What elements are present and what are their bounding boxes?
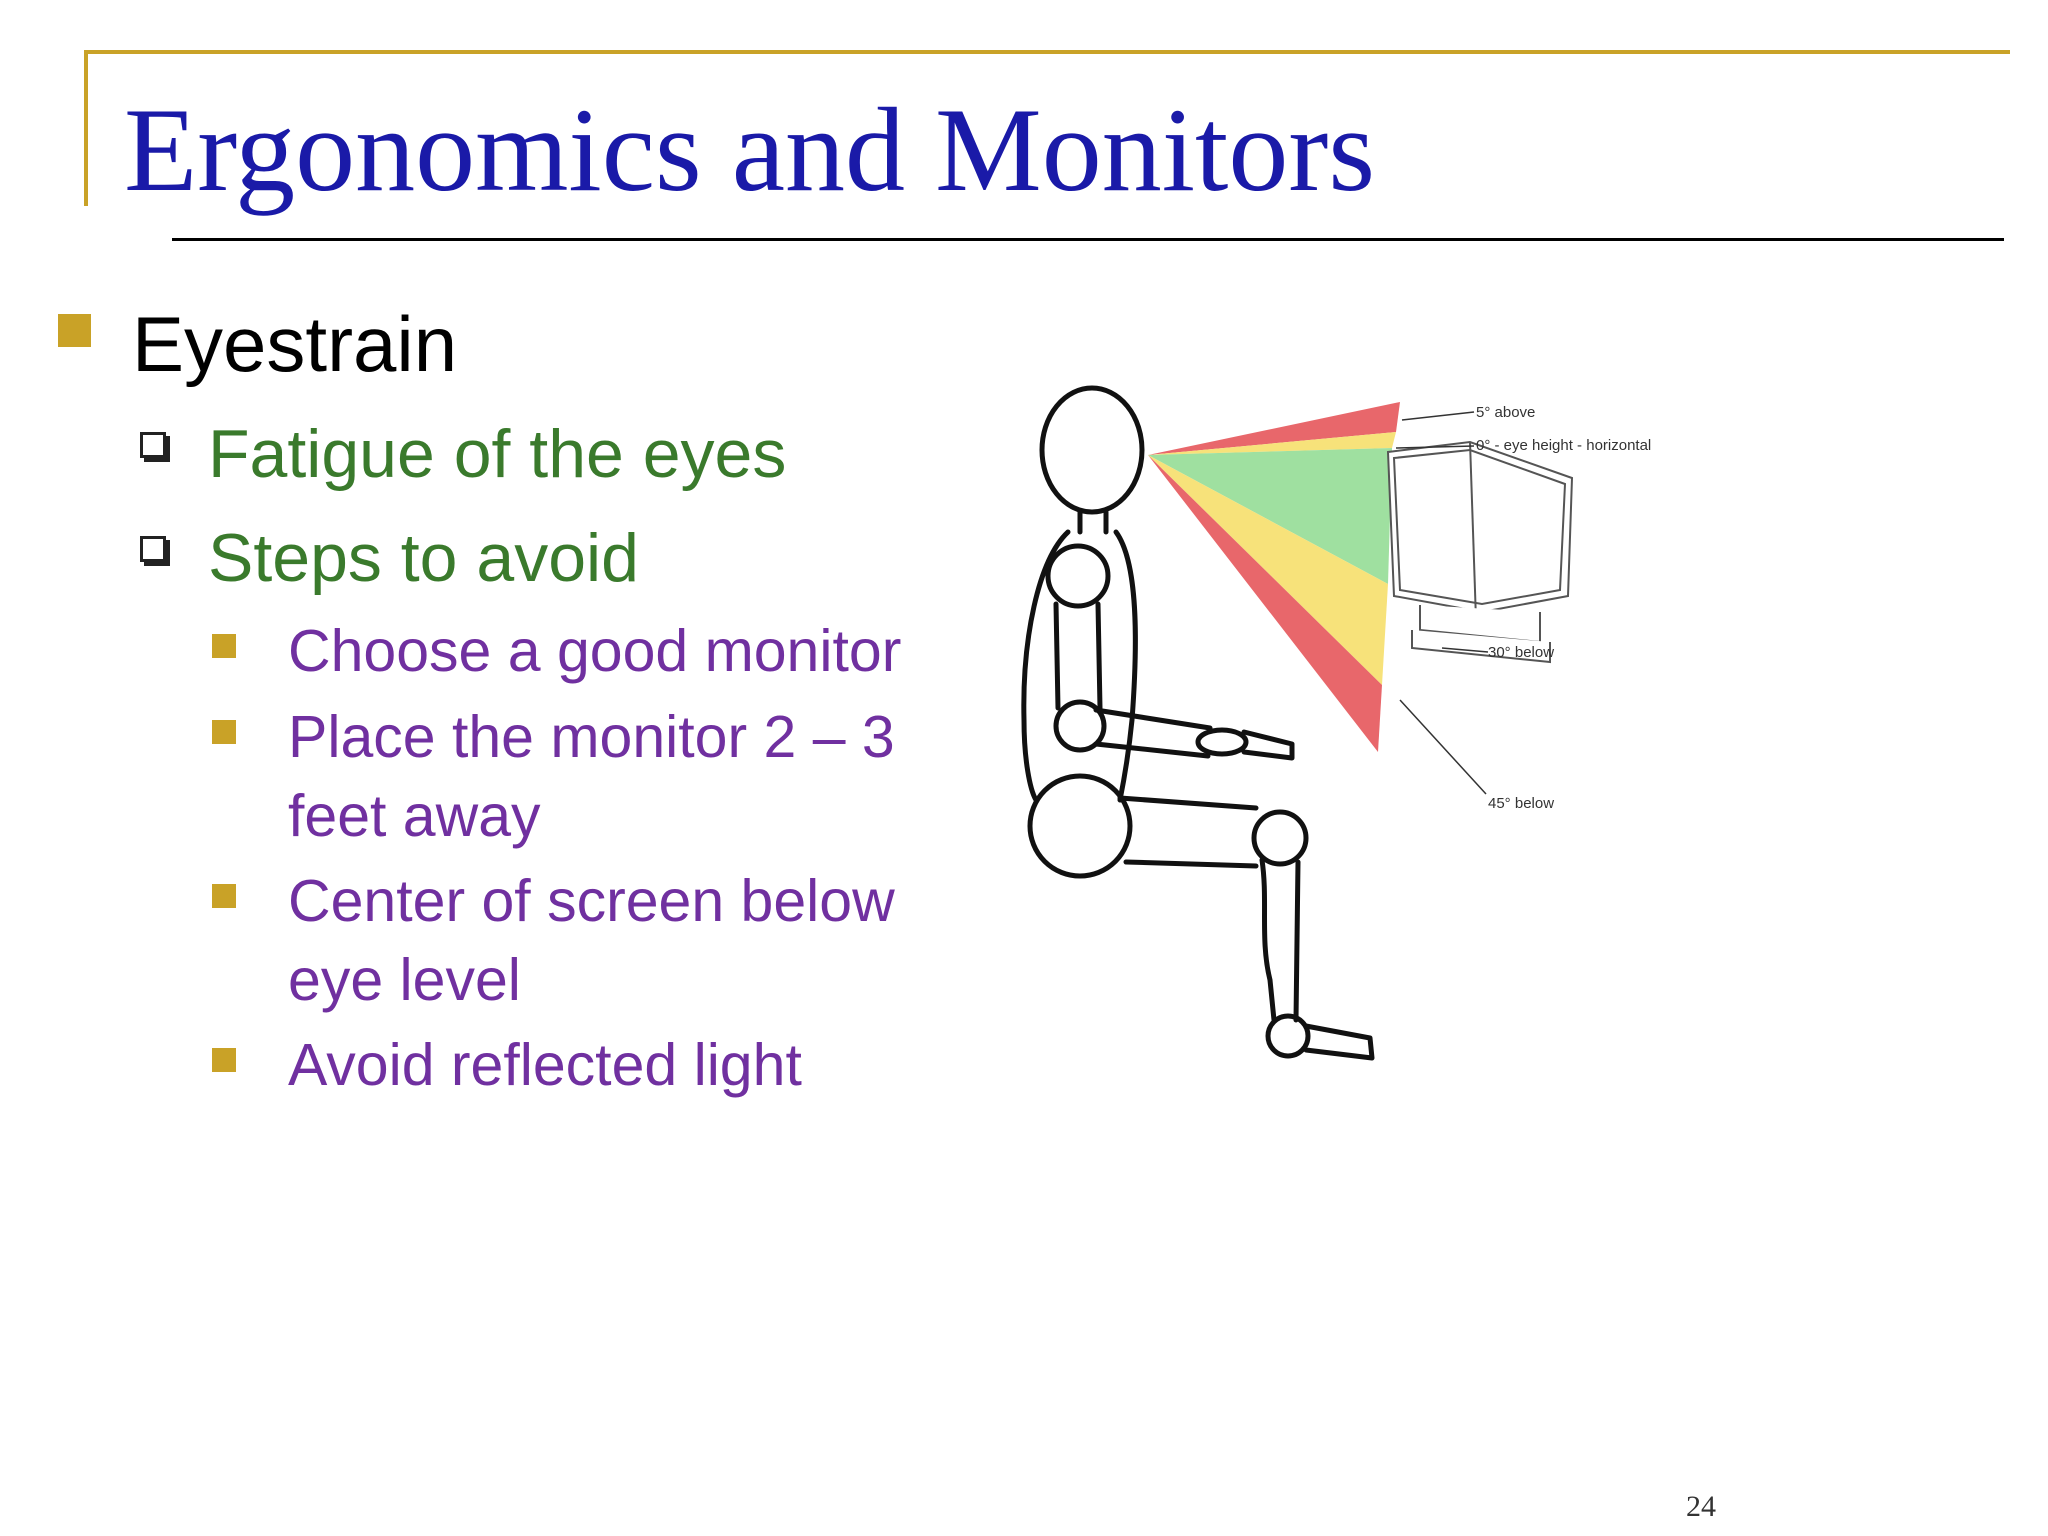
label-45-below: 45° below	[1488, 795, 1555, 812]
bullet-reflected-light: Avoid reflected light	[288, 1032, 802, 1098]
title-frame-left-border	[84, 50, 88, 206]
label-30-below: 30° below	[1488, 644, 1555, 661]
square-bullet-icon	[212, 720, 236, 744]
bullet-monitor-distance: Place the monitor 2 – 3 feet away	[288, 704, 895, 849]
head-icon	[1042, 388, 1142, 512]
monitor-icon	[1388, 442, 1572, 662]
bullet-center-below-eye: Center of screen below eye level	[288, 868, 895, 1013]
slide-title: Ergonomics and Monitors	[124, 83, 1376, 216]
bullet-fatigue: Fatigue of the eyes	[208, 416, 787, 492]
square-bullet-icon	[212, 884, 236, 908]
label-eye-height-horizontal: 0° - eye height - horizontal	[1476, 437, 1652, 454]
page-number: 24	[1686, 1490, 1716, 1523]
checkbox-bullet-icon	[140, 536, 166, 562]
title-frame-top-border	[84, 50, 2010, 54]
checkbox-bullet-icon	[140, 432, 166, 458]
bullet-eyestrain: Eyestrain	[132, 300, 458, 388]
square-bullet-icon	[212, 634, 236, 658]
square-bullet-icon	[212, 1048, 236, 1072]
ergonomics-figure	[1000, 380, 1720, 1100]
square-bullet-icon	[58, 314, 91, 347]
title-underline	[172, 238, 2004, 241]
label-5-above: 5° above	[1476, 404, 1536, 421]
bullet-steps-to-avoid: Steps to avoid	[208, 520, 639, 596]
bullet-choose-monitor: Choose a good monitor	[288, 618, 902, 684]
